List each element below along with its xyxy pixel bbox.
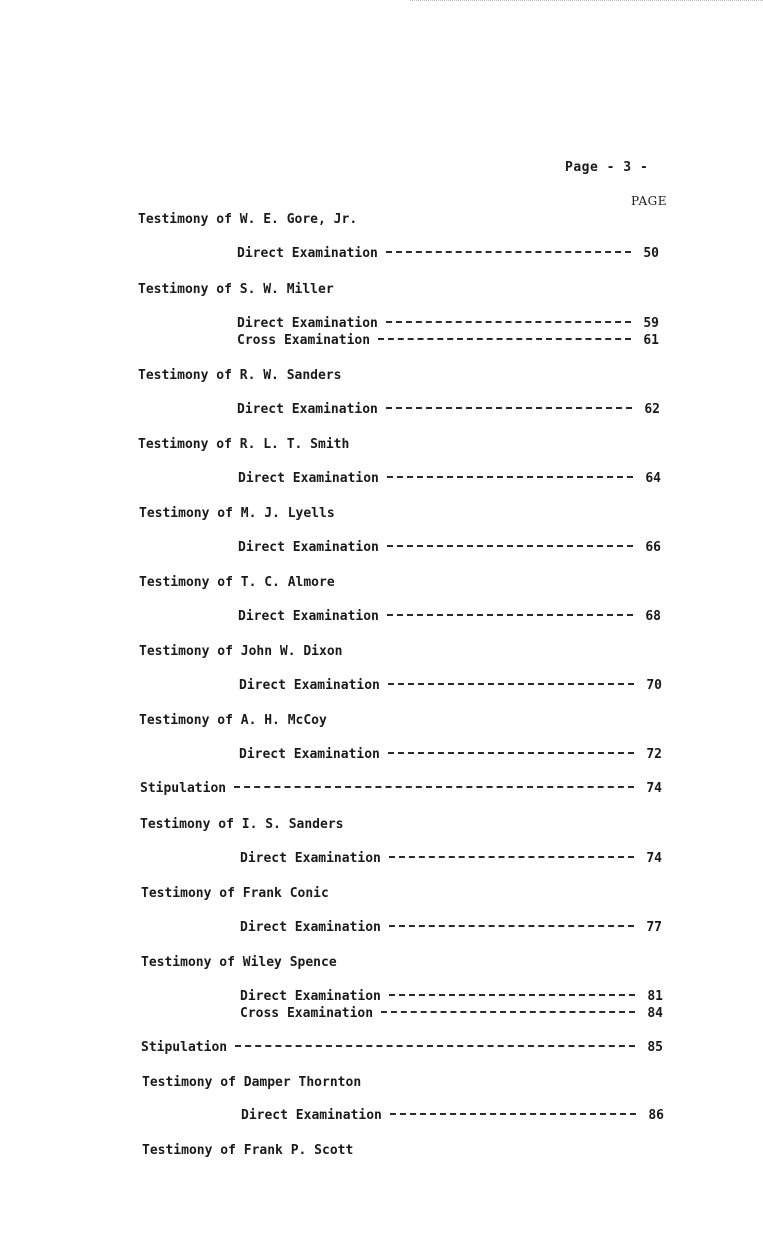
stipulation-label: Stipulation [140, 781, 227, 796]
examination-line [237, 333, 659, 348]
stipulation-line [141, 1040, 663, 1055]
examination-line [240, 920, 662, 935]
stipulation-line [140, 781, 662, 796]
page-ref: 81 [647, 989, 663, 1004]
examination-line [237, 246, 659, 261]
page-column-header: PAGE [631, 194, 667, 208]
leader-dashes [389, 994, 635, 996]
testimony-heading: Testimony of I. S. Sanders [140, 817, 344, 832]
examination-label: Direct Examination [238, 540, 379, 555]
testimony-heading: Testimony of John W. Dixon [139, 644, 343, 659]
leader-dashes [387, 545, 633, 547]
examination-label: Direct Examination [237, 246, 378, 261]
page-ref: 84 [647, 1006, 663, 1021]
examination-line [238, 471, 661, 486]
examination-label: Direct Examination [239, 678, 380, 693]
page-ref: 62 [644, 402, 660, 417]
leader-dashes [389, 925, 634, 927]
examination-line [237, 316, 659, 331]
leader-dashes [386, 251, 631, 253]
page-ref: 86 [648, 1108, 664, 1123]
examination-label: Direct Examination [240, 920, 381, 935]
examination-label: Direct Examination [238, 471, 379, 486]
leader-dashes [387, 614, 633, 616]
leader-dashes [390, 1113, 636, 1115]
examination-line [238, 540, 661, 555]
leader-dashes [381, 1011, 635, 1013]
page-ref: 66 [645, 540, 661, 555]
examination-line [239, 747, 662, 762]
testimony-heading: Testimony of Wiley Spence [141, 955, 337, 970]
page-ref: 70 [646, 678, 662, 693]
page-ref: 50 [643, 246, 659, 261]
page-number: Page - 3 - [565, 160, 649, 175]
testimony-heading: Testimony of M. J. Lyells [139, 506, 335, 521]
testimony-heading: Testimony of Frank P. Scott [142, 1143, 354, 1158]
examination-line [241, 1108, 664, 1123]
examination-label: Direct Examination [238, 609, 379, 624]
leader-dashes [378, 338, 631, 340]
page-ref: 64 [645, 471, 661, 486]
leader-dashes [388, 683, 634, 685]
testimony-heading: Testimony of R. L. T. Smith [138, 437, 350, 452]
leader-dashes [389, 856, 634, 858]
leader-dashes [387, 476, 633, 478]
examination-line [240, 851, 662, 866]
examination-label: Cross Examination [237, 333, 371, 348]
examination-label: Direct Examination [240, 989, 381, 1004]
page-top-edge [410, 0, 763, 3]
testimony-heading: Testimony of W. E. Gore, Jr. [138, 212, 358, 227]
testimony-heading: Testimony of S. W. Miller [138, 282, 334, 297]
page-ref: 68 [645, 609, 661, 624]
page-ref: 85 [647, 1040, 663, 1055]
examination-line [238, 609, 661, 624]
leader-dashes [386, 407, 632, 409]
examination-line [237, 402, 660, 417]
examination-label: Direct Examination [237, 316, 378, 331]
examination-label: Direct Examination [237, 402, 378, 417]
page-ref: 61 [643, 333, 659, 348]
testimony-heading: Testimony of A. H. McCoy [139, 713, 327, 728]
page-ref: 74 [646, 851, 662, 866]
examination-line [239, 678, 662, 693]
testimony-heading: Testimony of Frank Conic [141, 886, 329, 901]
examination-label: Cross Examination [240, 1006, 374, 1021]
examination-line [240, 989, 663, 1004]
stipulation-label: Stipulation [141, 1040, 228, 1055]
examination-line [240, 1006, 663, 1021]
leader-dashes [234, 786, 634, 788]
page-ref: 77 [646, 920, 662, 935]
leader-dashes [386, 321, 631, 323]
examination-label: Direct Examination [239, 747, 380, 762]
leader-dashes [388, 752, 634, 754]
examination-label: Direct Examination [240, 851, 381, 866]
page-ref: 72 [646, 747, 662, 762]
examination-label: Direct Examination [241, 1108, 382, 1123]
testimony-heading: Testimony of R. W. Sanders [138, 368, 342, 383]
testimony-heading: Testimony of Damper Thornton [142, 1075, 362, 1090]
page-ref: 74 [646, 781, 662, 796]
leader-dashes [235, 1045, 635, 1047]
testimony-heading: Testimony of T. C. Almore [139, 575, 335, 590]
page-ref: 59 [643, 316, 659, 331]
